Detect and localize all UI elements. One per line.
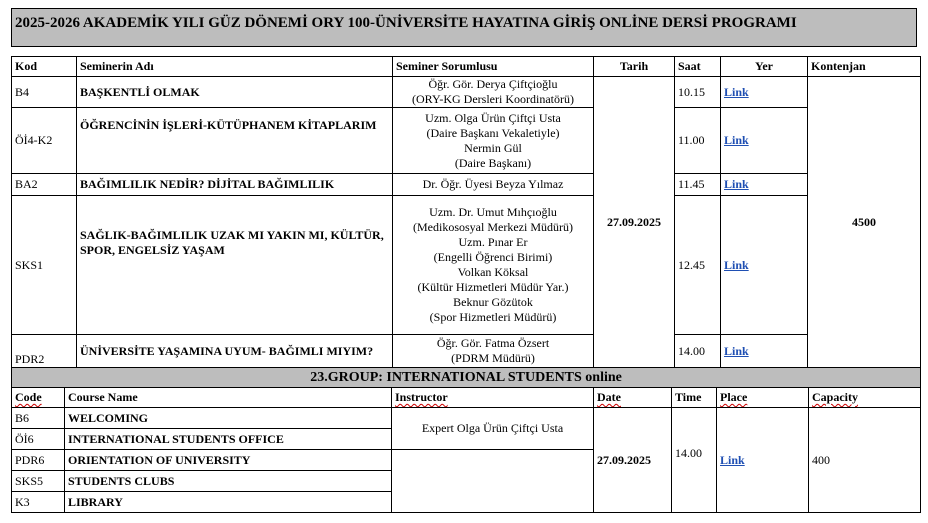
row-time: 11.45 bbox=[675, 174, 721, 196]
row-time: 14.00 bbox=[675, 335, 721, 368]
link[interactable]: Link bbox=[724, 257, 749, 272]
row-name: INTERNATIONAL STUDENTS OFFICE bbox=[65, 429, 392, 450]
capacity-cell: 4500 bbox=[808, 77, 921, 368]
row-name: SAĞLIK-BAĞIMLILIK UZAK MI YAKIN MI, KÜLTÜR, SPOR, ENGELSİZ YAŞAM bbox=[77, 196, 393, 335]
row-code: Öİ4-K2 bbox=[12, 108, 77, 174]
row-name: BAĞIMLILIK NEDİR? DİJİTAL BAĞIMLILIK bbox=[77, 174, 393, 196]
header-sorumlu: Seminer Sorumlusu bbox=[393, 57, 594, 77]
group-header: 23.GROUP: INTERNATIONAL STUDENTS online bbox=[12, 368, 921, 388]
header-time: Time bbox=[672, 388, 717, 408]
header-saat: Saat bbox=[675, 57, 721, 77]
seminar-table bbox=[11, 56, 921, 368]
instructor-empty-cell bbox=[392, 450, 594, 513]
header-kontenjan: Kontenjan bbox=[808, 57, 921, 77]
row-responsible: Öğr. Gör. Fatma Özsert (PDRM Müdürü) bbox=[393, 335, 594, 368]
row-name: LIBRARY bbox=[65, 492, 392, 513]
row-name: BAŞKENTLİ OLMAK bbox=[77, 77, 393, 108]
table-row bbox=[12, 77, 921, 108]
row-code: PDR6 bbox=[12, 450, 65, 471]
link[interactable]: Link bbox=[724, 343, 749, 358]
row-code: SKS5 bbox=[12, 471, 65, 492]
date-cell: 27.09.2025 bbox=[594, 408, 672, 513]
time-cell: 14.00 bbox=[672, 408, 717, 513]
link[interactable]: Link bbox=[724, 133, 749, 147]
header-place: Place bbox=[717, 388, 809, 408]
row-responsible: Uzm. Dr. Umut Mıhçıoğlu (Medikososyal Merkezi Müdürü) Uzm. Pınar Er (Engelli Öğrenci Birimi) Volkan Köksal (Kültür Hizmetleri Müdür Yar.) Beknur Gözütok (Spor Hizmetleri Müdürü) bbox=[393, 196, 594, 335]
row-code: B6 bbox=[12, 408, 65, 429]
table-row bbox=[12, 108, 921, 174]
instructor-cell: Expert Olga Ürün Çiftçi Usta bbox=[392, 408, 594, 450]
row-code: K3 bbox=[12, 492, 65, 513]
row-time: 12.45 bbox=[675, 196, 721, 335]
date-cell: 27.09.2025 bbox=[594, 77, 675, 368]
place-cell[interactable] bbox=[717, 408, 809, 513]
international-table bbox=[11, 367, 921, 513]
row-name: ORIENTATION OF UNIVERSITY bbox=[65, 450, 392, 471]
row-name: ÖĞRENCİNİN İŞLERİ-KÜTÜPHANEM KİTAPLARIM bbox=[77, 108, 393, 174]
table-row bbox=[12, 335, 921, 368]
page-title: 2025-2026 AKADEMİK YILI GÜZ DÖNEMİ ORY 100-ÜNİVERSİTE HAYATINA GİRİŞ ONLİNE DERSİ PROGRAMI bbox=[11, 8, 917, 47]
header-tarih: Tarih bbox=[594, 57, 675, 77]
header-kod: Kod bbox=[12, 57, 77, 77]
row-time: 11.00 bbox=[675, 108, 721, 174]
header-capacity: Capacity bbox=[809, 388, 921, 408]
table-row bbox=[12, 408, 921, 429]
capacity-cell: 400 bbox=[809, 408, 921, 513]
header-seminer-adi: Seminerin Adı bbox=[77, 57, 393, 77]
row-responsible: Dr. Öğr. Üyesi Beyza Yılmaz bbox=[393, 174, 594, 196]
link[interactable]: Link bbox=[724, 84, 749, 99]
link[interactable]: Link bbox=[724, 177, 749, 191]
row-code: Öİ6 bbox=[12, 429, 65, 450]
header-yer: Yer bbox=[721, 57, 808, 77]
table-row bbox=[12, 174, 921, 196]
row-code: SKS1 bbox=[12, 196, 77, 335]
row-name: STUDENTS CLUBS bbox=[65, 471, 392, 492]
header-instructor: Instructor bbox=[392, 388, 594, 408]
header-course-name: Course Name bbox=[65, 388, 392, 408]
row-code: PDR2 bbox=[12, 335, 77, 368]
row-responsible: Uzm. Olga Ürün Çiftçi Usta (Daire Başkanı Vekaletiyle) Nermin Gül (Daire Başkanı) bbox=[393, 108, 594, 174]
row-link[interactable] bbox=[721, 77, 808, 108]
row-time: 10.15 bbox=[675, 77, 721, 108]
row-responsible: Öğr. Gör. Derya Çiftçioğlu (ORY-KG Dersleri Koordinatörü) bbox=[393, 77, 594, 108]
table-row bbox=[12, 196, 921, 335]
row-link[interactable] bbox=[721, 335, 808, 368]
row-code: B4 bbox=[12, 77, 77, 108]
header-row bbox=[12, 388, 921, 408]
header-code: Code bbox=[12, 388, 65, 408]
header-date: Date bbox=[594, 388, 672, 408]
header-row bbox=[12, 57, 921, 77]
row-link[interactable] bbox=[721, 108, 808, 174]
link[interactable]: Link bbox=[720, 452, 745, 467]
row-link[interactable] bbox=[721, 174, 808, 196]
row-name: ÜNİVERSİTE YAŞAMINA UYUM- BAĞIMLI MIYIM? bbox=[77, 335, 393, 368]
row-name: WELCOMING bbox=[65, 408, 392, 429]
row-code: BA2 bbox=[12, 174, 77, 196]
row-link[interactable] bbox=[721, 196, 808, 335]
